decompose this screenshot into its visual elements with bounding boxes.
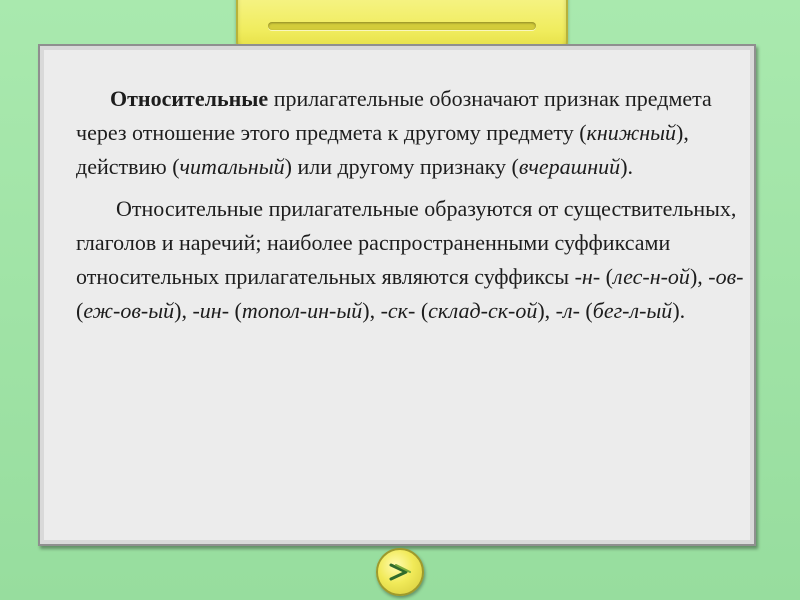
para1-text-2: ), действию ( (76, 120, 689, 179)
slide-text (76, 82, 744, 336)
para2-text-2: ( (600, 264, 613, 289)
example-2: читальный (179, 154, 285, 179)
suffix-2: -ов- (708, 264, 744, 289)
suffix-4: -ск- (380, 298, 416, 323)
para2-text-4: ( (76, 298, 84, 323)
paragraph-1 (76, 82, 744, 184)
para2-text-9: ), (537, 298, 556, 323)
para2-text-3: ), (689, 264, 709, 289)
para1-text-1: прилагательные обозначают признак предмета через отношение этого предмета к другому предмету ( (76, 86, 712, 145)
term-heading: Относительные (110, 86, 269, 111)
para1-text-3: ) или другому признаку ( (284, 154, 519, 179)
suffix-example-4: склад-ск-ой (428, 298, 538, 323)
next-slide-button[interactable] (376, 548, 424, 596)
suffix-example-5: бег-л-ый (592, 298, 673, 323)
para2-text-7: ), (362, 298, 381, 323)
suffix-example-3: топол-ин-ый (241, 298, 363, 323)
suffix-example-2: еж-ов-ый (83, 298, 175, 323)
suffix-3: -ин- (192, 298, 230, 323)
example-3: вчерашний (518, 154, 621, 179)
tab-groove (268, 22, 536, 30)
suffix-1: -н- (574, 264, 601, 289)
para2-text-11: ). (672, 298, 686, 323)
para2-text-5: ), (174, 298, 193, 323)
para2-text-6: ( (229, 298, 242, 323)
paragraph-2 (76, 192, 744, 328)
next-arrow-icon (386, 558, 414, 586)
suffix-example-1: лес-н-ой (612, 264, 690, 289)
para2-text-8: ( (415, 298, 429, 323)
para1-text-4: ). (620, 154, 634, 179)
para2-text-10: ( (579, 298, 593, 323)
suffix-5: -л- (555, 298, 580, 323)
example-1: книжный (586, 120, 677, 145)
para2-text-1: Относительные прилагательные образуются от существительных, глаголов и наречий; наиболее распространенными суффиксами относительных прилагательных являются суффиксы (76, 196, 737, 289)
